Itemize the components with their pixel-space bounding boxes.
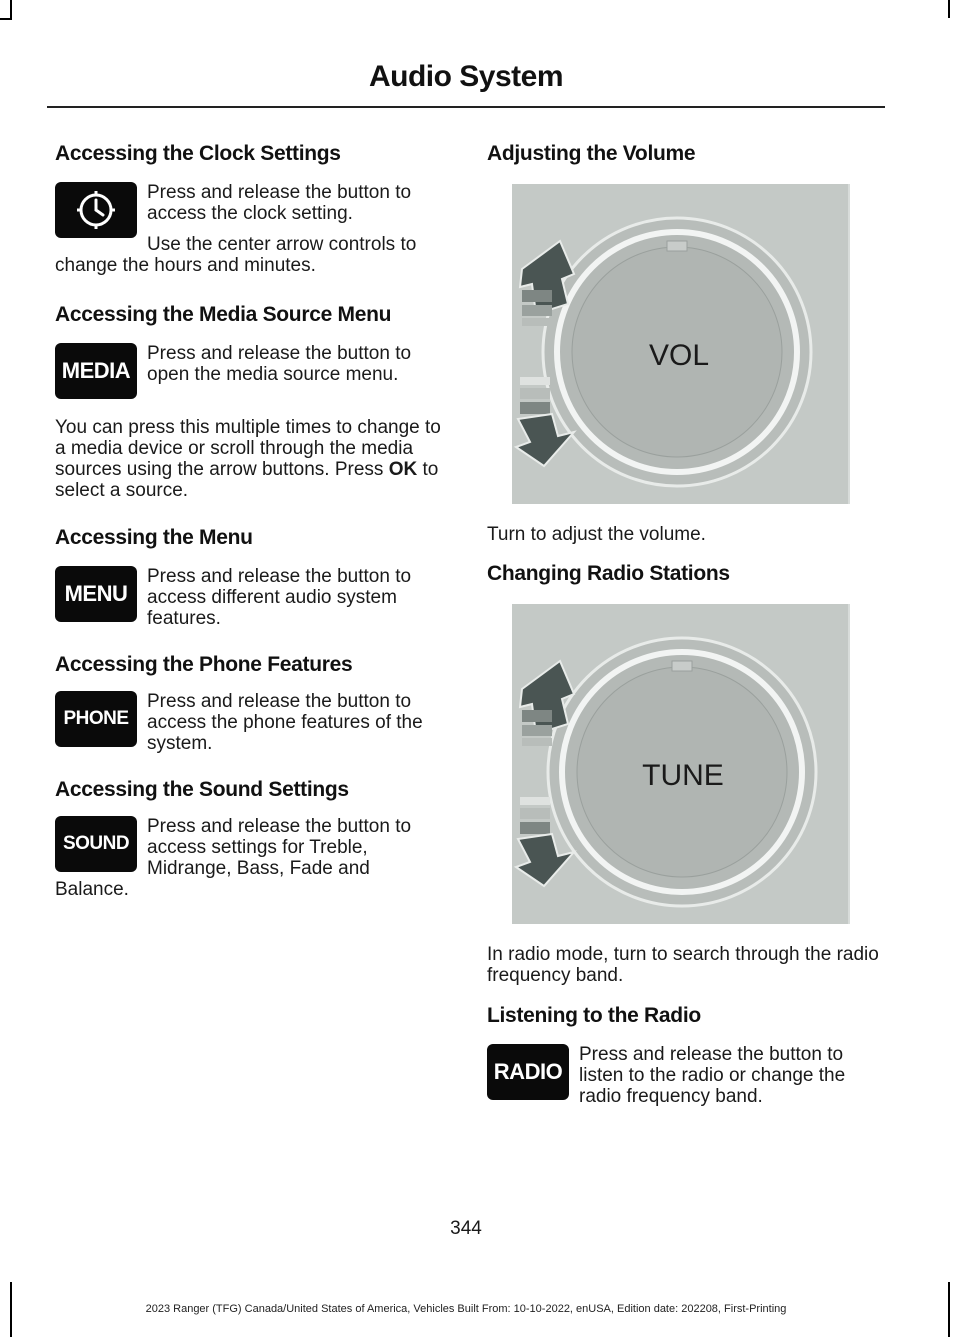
volume-text-1: Turn to adjust the volume. <box>487 524 706 545</box>
tune-knob-label: TUNE <box>642 759 724 792</box>
footer-note: 2023 Ranger (TFG) Canada/United States of America, Vehicles Built From: 10-10-2022, enUSA, Edition date: 202208, First-Printing <box>145 1303 787 1315</box>
stations-heading: Changing Radio Stations <box>487 562 730 585</box>
menu-heading: Accessing the Menu <box>55 526 253 549</box>
crop-mark <box>948 1282 950 1337</box>
clock-text-1: Press and release the button to access the clock setting. <box>147 182 412 224</box>
radio-section <box>487 1004 879 1107</box>
radio-heading: Listening to the Radio <box>487 1004 701 1027</box>
phone-text-1: Press and release the button to access the phone features of the system. <box>147 691 423 754</box>
clock-button-icon <box>55 182 137 238</box>
radio-text-1: Press and release the button to listen to the radio or change the radio frequency band. <box>579 1044 846 1107</box>
phone-section <box>55 653 447 754</box>
media-text-1: Press and release the button to open the media source menu. <box>147 343 412 385</box>
header-divider <box>47 106 885 108</box>
media-heading: Accessing the Media Source Menu <box>55 303 392 326</box>
clock-heading: Accessing the Clock Settings <box>55 142 341 165</box>
tune-knob-illustration <box>512 604 850 924</box>
page-number: 344 <box>450 1218 482 1239</box>
volume-knob-illustration <box>512 184 850 504</box>
clock-section <box>55 142 447 276</box>
crop-mark <box>0 18 12 20</box>
left-column <box>55 142 447 900</box>
stations-text-1: In radio mode, turn to search through the radio frequency band. <box>487 944 879 986</box>
sound-section <box>55 778 447 900</box>
crop-mark <box>10 0 12 18</box>
right-column <box>487 142 879 1107</box>
page-title: Audio System <box>368 60 564 93</box>
media-text-2 <box>55 417 447 501</box>
phone-button-icon: PHONE <box>55 691 137 747</box>
media-text-2c: to select a source. <box>55 459 439 501</box>
sound-text-1: Press and release the button to access settings for Treble, Midrange, Bass, Fade and Balance. <box>55 816 412 900</box>
crop-mark <box>948 0 950 18</box>
stations-section <box>487 562 879 986</box>
volume-knob-graphic <box>512 184 850 504</box>
media-text-2a: You can press this multiple times to change to a media device or scroll through the media sources using the arrow buttons. Press <box>55 417 441 480</box>
volume-knob-label: VOL <box>648 339 710 372</box>
volume-heading: Adjusting the Volume <box>487 142 696 165</box>
tune-knob-graphic <box>512 604 850 924</box>
menu-section <box>55 526 447 629</box>
phone-heading: Accessing the Phone Features <box>55 653 353 676</box>
clock-text-2: Use the center arrow controls to change the hours and minutes. <box>55 234 417 276</box>
sound-button-icon: SOUND <box>55 816 137 872</box>
sound-heading: Accessing the Sound Settings <box>55 778 349 801</box>
volume-section <box>487 142 879 545</box>
radio-button-icon: RADIO <box>487 1044 569 1100</box>
ok-label: OK <box>388 459 418 480</box>
menu-button-icon: MENU <box>55 566 137 622</box>
clock-icon <box>76 190 116 230</box>
media-button-icon: MEDIA <box>55 343 137 399</box>
menu-text-1: Press and release the button to access different audio system features. <box>147 566 412 629</box>
media-section <box>55 303 447 501</box>
